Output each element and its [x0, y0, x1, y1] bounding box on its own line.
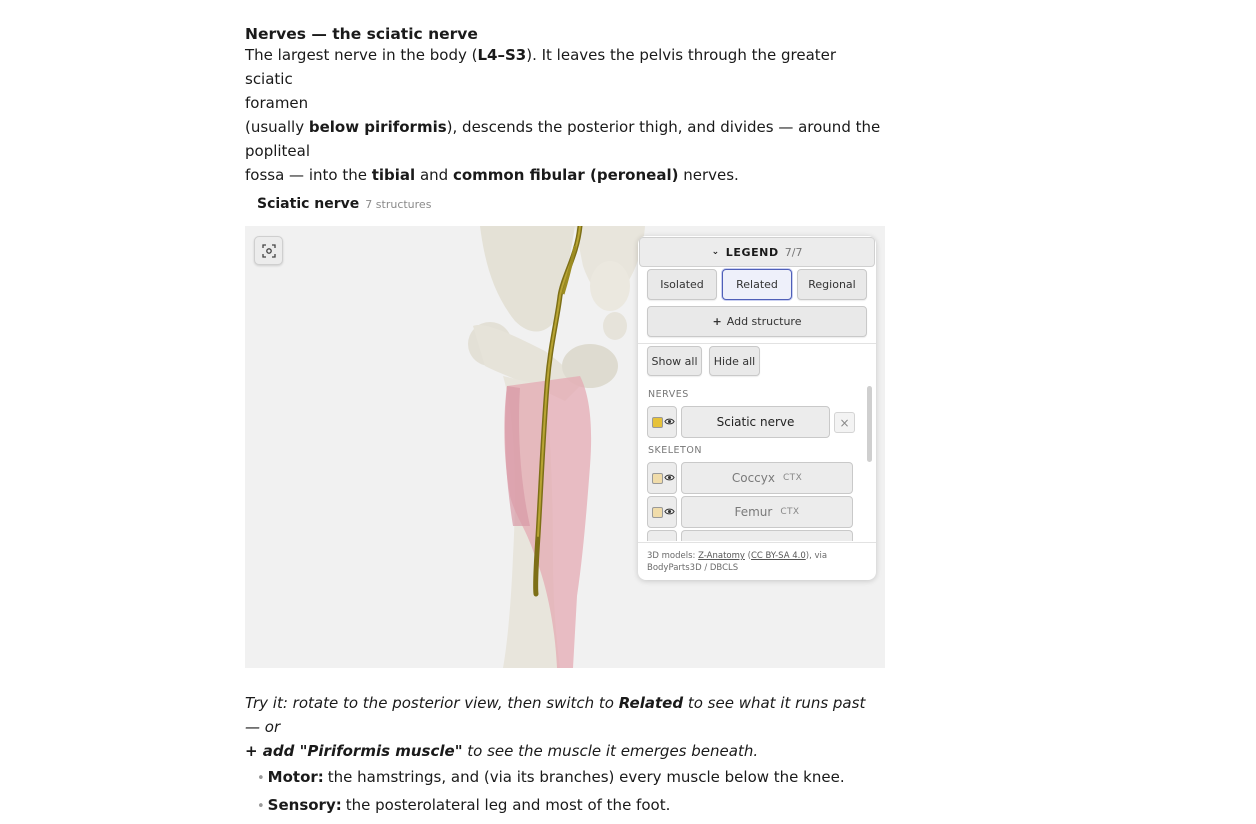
section-label-nerves: NERVES — [648, 389, 689, 400]
mode-isolated-button[interactable] — [647, 269, 717, 300]
list-item-text: the posterolateral leg and most of the foot. — [345, 796, 671, 814]
3d-viewer[interactable] — [245, 226, 885, 668]
intro-text: fossa — into the — [245, 166, 372, 184]
try-it-hint — [245, 691, 885, 763]
legend-panel — [638, 236, 876, 580]
legend-ratio: 7/7 — [784, 245, 803, 259]
legend-item-label: Coccyx — [731, 471, 775, 485]
hide-all-label: Hide all — [713, 354, 756, 368]
intro-text: and — [415, 166, 453, 184]
legend-scrollbar[interactable] — [867, 386, 872, 462]
bullet-icon: • — [257, 771, 265, 786]
section-heading: Nerves — the sciatic nerve — [245, 25, 478, 43]
intro-emphasis: tibial — [371, 166, 416, 184]
eye-icon[interactable] — [664, 416, 675, 427]
legend-toggle[interactable] — [639, 237, 875, 267]
chevron-down-icon: ⌄ — [711, 247, 720, 257]
function-list — [257, 764, 897, 820]
attribution-text: ( — [744, 551, 751, 561]
intro-text: nerves. — [678, 166, 739, 184]
legend-item-sciatic-nerve[interactable] — [681, 406, 830, 438]
plus-icon: + — [712, 315, 722, 328]
mode-related-button[interactable] — [722, 269, 792, 300]
viewer-title-text: Sciatic nerve — [257, 196, 360, 212]
context-tag: CTX — [780, 507, 800, 517]
intro-text: ). It leaves the pelvis through the greater sciatic — [245, 46, 837, 88]
intro-text: foramen — [245, 94, 309, 112]
eye-icon[interactable] — [664, 472, 675, 483]
license-link[interactable]: CC BY-SA 4.0 — [750, 551, 806, 561]
intro-text: The largest nerve in the body ( — [245, 46, 478, 64]
intro-text: (usually — [245, 118, 309, 136]
coccyx-bone — [603, 312, 627, 340]
eye-icon[interactable] — [664, 506, 675, 517]
legend-item-partial[interactable] — [681, 530, 853, 541]
legend-item-coccyx[interactable] — [681, 462, 853, 494]
intro-paragraph — [245, 43, 885, 187]
bullet-icon: • — [257, 799, 265, 814]
mode-isolated-label: Isolated — [660, 278, 704, 291]
structure-count: 7 structures — [365, 198, 432, 211]
intro-emphasis: common fibular (peroneal) — [452, 166, 679, 184]
legend-item-label: Sciatic nerve — [716, 415, 795, 429]
legend-item-label: Femur — [734, 505, 773, 519]
hint-text: Try it: rotate to the posterior view, then switch to — [245, 694, 619, 712]
attribution-footer — [647, 550, 867, 574]
recenter-view-button[interactable] — [254, 236, 283, 265]
legend-footer-divider — [638, 542, 876, 543]
legend-item-controls[interactable] — [647, 462, 677, 494]
viewer-title — [257, 196, 431, 212]
list-item-label: Sensory: — [267, 796, 342, 814]
legend-item-femur[interactable] — [681, 496, 853, 528]
color-swatch[interactable] — [652, 507, 663, 518]
intro-emphasis: below piriformis — [308, 118, 447, 136]
show-all-button[interactable] — [647, 346, 702, 376]
mode-regional-label: Regional — [808, 278, 856, 291]
section-label-skeleton: SKELETON — [648, 445, 702, 456]
legend-item-controls[interactable] — [647, 496, 677, 528]
hint-text: to see what it runs past — or — [245, 694, 866, 736]
legend-divider — [638, 343, 876, 344]
list-item — [257, 792, 897, 820]
focus-icon — [262, 244, 276, 258]
color-swatch[interactable] — [652, 417, 663, 428]
ilium-bone — [480, 226, 575, 332]
legend-item-controls-partial[interactable] — [647, 530, 677, 541]
close-icon: × — [839, 415, 850, 430]
list-item-label: Motor: — [267, 768, 324, 786]
attribution-text: ), via BodyParts3D / DBCLS — [647, 551, 828, 573]
legend-item-controls[interactable] — [647, 406, 677, 438]
intro-text: popliteal — [245, 142, 311, 160]
remove-structure-button[interactable] — [834, 412, 855, 433]
list-item-text: the hamstrings, and (via its branches) every muscle below the knee. — [327, 768, 845, 786]
hint-text: to see the muscle it emerges beneath. — [462, 742, 759, 760]
intro-text: ), descends the posterior thigh, and divides — around the — [446, 118, 881, 136]
hint-emphasis: Related — [618, 694, 684, 712]
add-structure-label: Add structure — [726, 315, 802, 328]
add-structure-button[interactable] — [647, 306, 867, 337]
attribution-text: 3D models: — [647, 551, 699, 561]
list-item — [257, 764, 897, 792]
sacrum-segment — [590, 261, 630, 311]
legend-label: LEGEND — [725, 245, 779, 259]
show-all-label: Show all — [651, 354, 698, 368]
z-anatomy-link[interactable]: Z-Anatomy — [698, 551, 745, 561]
hint-emphasis: + add "Piriformis muscle" — [245, 742, 463, 760]
mode-related-label: Related — [736, 278, 778, 291]
intro-emphasis: L4–S3 — [477, 46, 527, 64]
hide-all-button[interactable] — [709, 346, 760, 376]
mode-regional-button[interactable] — [797, 269, 867, 300]
color-swatch[interactable] — [652, 473, 663, 484]
context-tag: CTX — [782, 473, 803, 483]
